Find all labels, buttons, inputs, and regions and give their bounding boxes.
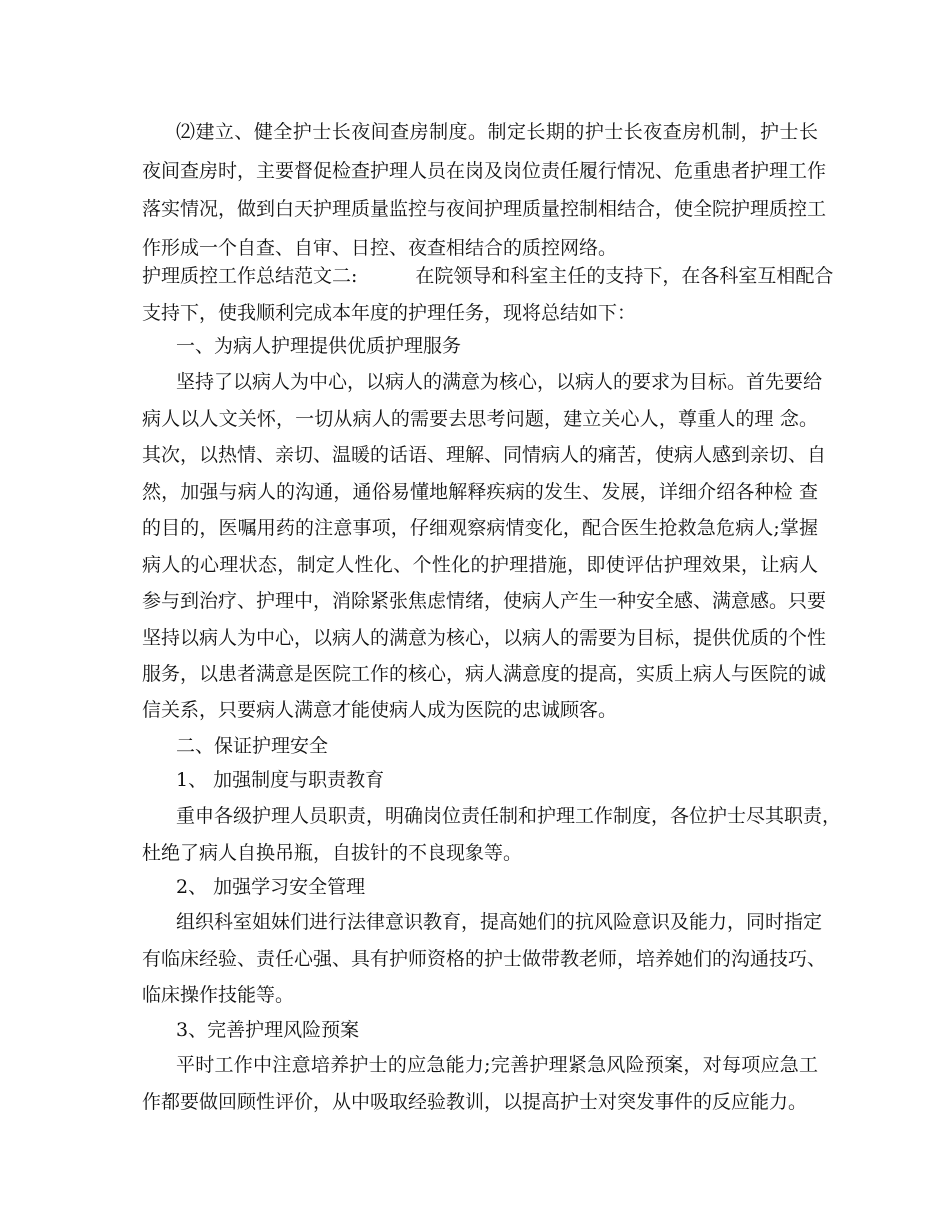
paragraph-line: 服务，以患者满意是医院工作的核心，病人满意度的提高，实质上病人与医院的诚 xyxy=(142,663,827,685)
paragraph-line: 支持下，使我顺利完成本年度的护理任务，现将总结如下： xyxy=(142,302,637,324)
section-title-text: 在院领导和科室主任的支持下，在各科室互相配合 xyxy=(415,265,834,287)
paragraph-line: 坚持以病人为中心，以病人的满意为核心，以病人的需要为目标，提供优质的个性 xyxy=(142,627,827,649)
paragraph-line: 其次，以热情、亲切、温暖的话语、理解、同情病人的痛苦，使病人感到亲切、自 xyxy=(142,444,827,466)
subheading-2-3: 3、完善护理风险预案 xyxy=(176,1019,360,1041)
paragraph-line: 重申各级护理人员职责，明确岗位责任制和护理工作制度，各位护士尽其职责， xyxy=(176,805,842,827)
paragraph-line: 有临床经验、责任心强、具有护师资格的护士做带教老师，培养她们的沟通技巧、 xyxy=(142,948,827,970)
paragraph-line: 信关系，只要病人满意才能使病人成为医院的忠诚顾客。 xyxy=(142,699,618,721)
paragraph-line: 作都要做回顾性评价，从中吸取经验教训，以提高护士对突发事件的反应能力。 xyxy=(142,1091,808,1113)
heading-1: 一、为病人护理提供优质护理服务 xyxy=(176,335,462,357)
paragraph-line: 然，加强与病人的沟通，通俗易懂地解释疾病的发生、发展，详细介绍各种检 查 xyxy=(142,481,818,503)
paragraph-line: 病人以人文关怀，一切从病人的需要去思考问题，建立关心人，尊重人的理 念。 xyxy=(142,408,818,430)
paragraph-line: 参与到治疗、护理中，消除紧张焦虑情绪，使病人产生一种安全感、满意感。只要 xyxy=(142,590,827,612)
section-title-line xyxy=(142,264,834,288)
paragraph-line: 组织科室姐妹们进行法律意识教育，提高她们的抗风险意识及能力，同时指定 xyxy=(176,911,823,933)
paragraph-line: 平时工作中注意培养护士的应急能力;完善护理紧急风险预案，对每项应急工 xyxy=(176,1054,818,1076)
subheading-2-2: 2、 加强学习安全管理 xyxy=(176,876,366,898)
paragraph-line: 病人的心理状态，制定人性化、个性化的护理措施，即使评估护理效果，让病人 xyxy=(142,554,818,576)
paragraph-line: 夜间查房时，主要督促检查护理人员在岗及岗位责任履行情况、危重患者护理工作 xyxy=(142,160,827,182)
paragraph-line: 落实情况，做到白天护理质量监控与夜间护理质量控制相结合，使全院护理质控工 xyxy=(142,198,827,220)
paragraph-line: 杜绝了病人自换吊瓶，自拔针的不良现象等。 xyxy=(142,842,523,864)
paragraph-line: 的目的，医嘱用药的注意事项，仔细观察病情变化，配合医生抢救急危病人;掌握 xyxy=(142,517,818,539)
subheading-2-1: 1、 加强制度与职责教育 xyxy=(176,769,385,791)
paragraph-line: ⑵建立、健全护士长夜间查房制度。制定长期的护士长夜查房机制，护士长 xyxy=(176,121,818,143)
paragraph-line: 作形成一个自查、自审、日控、夜查相结合的质控网络。 xyxy=(142,237,618,259)
heading-2: 二、保证护理安全 xyxy=(176,735,329,757)
paragraph-line: 临床操作技能等。 xyxy=(142,984,295,1006)
section-title-label: 护理质控工作总结范文二: xyxy=(142,265,358,287)
paragraph-line: 坚持了以病人为中心，以病人的满意为核心，以病人的要求为目标。首先要给 xyxy=(176,371,823,393)
